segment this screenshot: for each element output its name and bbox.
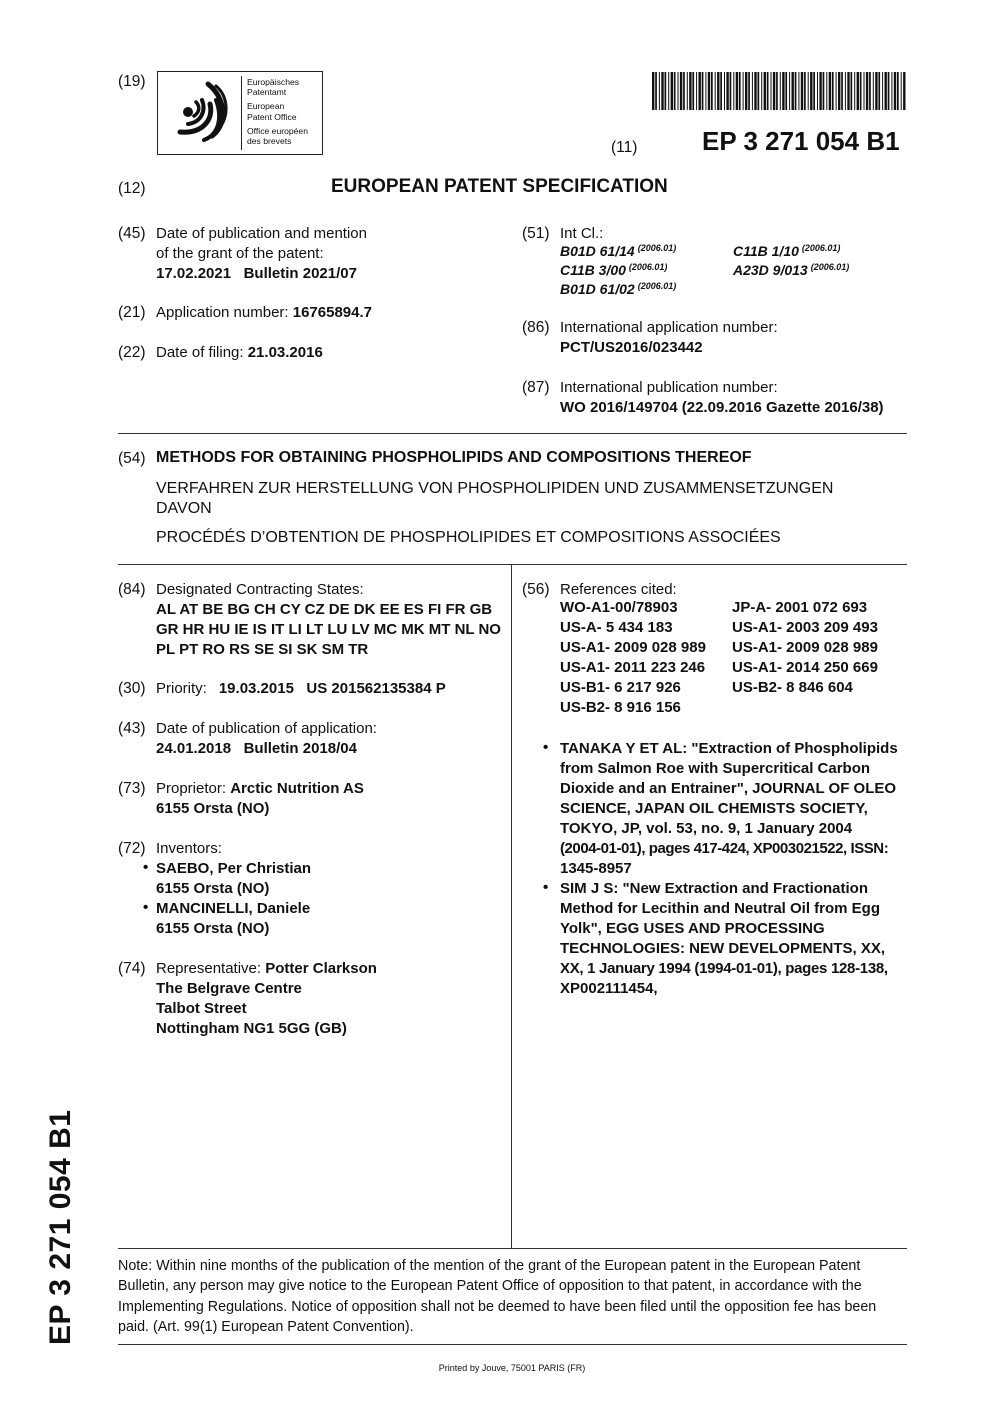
barcode-bar xyxy=(882,72,883,110)
opposition-note: Note: Within nine months of the publication of the mention of the grant of the European patent in the European Patent Bulletin, any person may give notice to the European Patent Office of opposition to that patent, in accordance with the Implementing Regulations. Notice of opposition shall not be deemed to have been filed until the opposition fee has been paid. (Art. 99(1) European Patent Convention). xyxy=(118,1258,877,1335)
barcode-bar xyxy=(798,72,799,110)
barcode-bar xyxy=(733,72,734,110)
int-cl-label: Int Cl.: xyxy=(560,225,604,242)
barcode-bar xyxy=(726,72,728,110)
references-label: References cited: xyxy=(560,581,677,598)
inid-22: (22) xyxy=(118,344,146,361)
barcode-bar xyxy=(903,72,905,110)
barcode-bar xyxy=(897,72,899,110)
bullet: • xyxy=(143,899,149,916)
barcode-bar xyxy=(857,72,859,110)
barcode-bar xyxy=(875,72,877,110)
barcode-bar xyxy=(810,72,812,110)
citation: US-B2- 8 846 604 xyxy=(732,679,853,696)
barcode-bar xyxy=(754,72,756,110)
barcode-bar xyxy=(854,72,855,110)
citation: US-B1- 6 217 926 xyxy=(560,679,681,696)
barcode-bar xyxy=(785,72,787,110)
barcode-bar xyxy=(720,72,722,110)
barcode-bar xyxy=(674,72,676,110)
barcode-bar xyxy=(702,72,704,110)
barcode-bar xyxy=(748,72,750,110)
inid-74: (74) xyxy=(118,960,146,977)
barcode xyxy=(652,72,907,110)
representative: Representative: Potter Clarkson The Belgrave Centre Talbot Street Nottingham NG1 5GG (GB) xyxy=(156,960,377,1037)
barcode-bar xyxy=(708,72,710,110)
inid-43: (43) xyxy=(118,720,146,737)
barcode-bar xyxy=(808,72,809,110)
barcode-bar xyxy=(829,72,831,110)
barcode-bar xyxy=(832,72,834,110)
divider xyxy=(118,1344,907,1345)
document-type: EUROPEAN PATENT SPECIFICATION xyxy=(331,176,668,197)
barcode-bar xyxy=(671,72,673,110)
barcode-bar xyxy=(743,72,744,110)
barcode-bar xyxy=(838,72,840,110)
barcode-bar xyxy=(813,72,815,110)
barcode-bar xyxy=(901,72,902,110)
application-number: Application number: 16765894.7 xyxy=(156,304,372,321)
inid-54: (54) xyxy=(118,450,146,467)
barcode-bar xyxy=(699,72,701,110)
citation: US-B2- 8 916 156 xyxy=(560,699,681,716)
inid-87: (87) xyxy=(522,379,550,396)
inid-21: (21) xyxy=(118,304,146,321)
grant-publication: Date of publication and mention of the grant of the patent: 17.02.2021 Bulletin 2021/07 xyxy=(156,225,367,282)
divider xyxy=(118,564,907,565)
barcode-bar xyxy=(715,72,716,110)
barcode-bar xyxy=(659,72,660,110)
barcode-bar xyxy=(683,72,685,110)
inid-84: (84) xyxy=(118,581,146,598)
barcode-bar xyxy=(801,72,803,110)
citation: US-A1- 2003 209 493 xyxy=(732,619,878,636)
barcode-bar xyxy=(823,72,825,110)
barcode-bar xyxy=(891,72,892,110)
divider xyxy=(118,433,907,434)
barcode-bar xyxy=(705,72,706,110)
bullet: • xyxy=(143,859,149,876)
intl-application-number: International application number: PCT/US2016/023442 xyxy=(560,319,778,356)
side-patent-number: EP 3 271 054 B1 xyxy=(44,1109,77,1345)
barcode-bar xyxy=(692,72,694,110)
bullet: • xyxy=(543,879,549,896)
barcode-bar xyxy=(717,72,719,110)
barcode-bar xyxy=(826,72,827,110)
citation: US-A1- 2009 028 989 xyxy=(560,639,706,656)
inid-72: (72) xyxy=(118,840,146,857)
inid-30: (30) xyxy=(118,680,146,697)
ipc-class: B01D 61/02 $^{(2006.01)}$ xyxy=(560,281,677,297)
barcode-bar xyxy=(745,72,747,110)
barcode-bar xyxy=(776,72,778,110)
barcode-bar xyxy=(866,72,868,110)
barcode-bar xyxy=(819,72,821,110)
designated-states: Designated Contracting States: AL AT BE BG CH CY CZ DE DK EE ES FI FR GB GR HR HU IE IS IT LI LT LU LV MC MK MT NL NO PL PT RO RS SE SI SK SM TR xyxy=(156,581,501,658)
inid-12: (12) xyxy=(118,180,146,197)
proprietor: Proprietor: Arctic Nutrition AS 6155 Orsta (NO) xyxy=(156,780,364,817)
inventor: SAEBO, Per Christian 6155 Orsta (NO) xyxy=(156,860,312,897)
epo-emblem-icon xyxy=(158,72,238,152)
barcode-bar xyxy=(782,72,784,110)
barcode-bar xyxy=(894,72,896,110)
ipc-class: C11B 3/00 $^{(2006.01)}$ xyxy=(560,262,668,278)
barcode-bar xyxy=(804,72,806,110)
barcode-bar xyxy=(860,72,862,110)
title-fr: PROCÉDÉS D’OBTENTION DE PHOSPHOLIPIDES ET COMPOSITIONS ASSOCIÉES xyxy=(156,529,781,546)
inid-11: (11) xyxy=(611,139,638,156)
logo-divider xyxy=(241,76,242,150)
citation: US-A1- 2014 250 669 xyxy=(732,659,878,676)
citation: US-A- 5 434 183 xyxy=(560,619,673,636)
npl-citation-tanaka: TANAKA Y ET AL: "Extraction of Phospholipids from Salmon Roe with Supercritical Carbon Dioxide and an Entrainer", JOURNAL OF OLEO SCIENCE, JAPAN OIL CHEMISTS SOCIETY, TOKYO, JP, vol. 53, no. 9, 1 January 2004 (2004-01-01), pages 417-424, XP003021522, ISSN: 1345-8957 xyxy=(560,740,898,877)
divider xyxy=(118,1248,907,1249)
barcode-bar xyxy=(655,72,657,110)
barcode-bar xyxy=(739,72,741,110)
office-name: Europäisches Patentamt European Patent Office Office européen des brevets xyxy=(247,77,308,147)
ipc-class: C11B 1/10 $^{(2006.01)}$ xyxy=(733,243,841,259)
patent-number: EP 3 271 054 B1 xyxy=(702,126,900,156)
barcode-bar xyxy=(764,72,766,110)
intl-publication-number: International publication number: WO 2016/149704 (22.09.2016 Gazette 2016/38) xyxy=(560,379,884,416)
inid-45: (45) xyxy=(118,225,146,242)
patent-citations xyxy=(560,599,878,719)
barcode-bar xyxy=(878,72,880,110)
barcode-bar xyxy=(773,72,775,110)
barcode-bar xyxy=(864,72,865,110)
barcode-bar xyxy=(847,72,849,110)
barcode-bar xyxy=(689,72,691,110)
barcode-bar xyxy=(869,72,871,110)
inid-56: (56) xyxy=(522,581,550,598)
ipc-class: A23D 9/013 $^{(2006.01)}$ xyxy=(733,262,850,278)
inid-51: (51) xyxy=(522,225,550,242)
epo-logo xyxy=(157,71,323,155)
inid-73: (73) xyxy=(118,780,146,797)
barcode-bar xyxy=(724,72,725,110)
barcode-bar xyxy=(836,72,837,110)
barcode-bar xyxy=(873,72,874,110)
barcode-bar xyxy=(752,72,753,110)
filing-date: Date of filing: 21.03.2016 xyxy=(156,344,323,361)
barcode-bar xyxy=(795,72,797,110)
barcode-bar xyxy=(680,72,682,110)
barcode-bar xyxy=(845,72,846,110)
barcode-bar xyxy=(665,72,667,110)
barcode-bar xyxy=(696,72,697,110)
citation: JP-A- 2001 072 693 xyxy=(732,599,868,616)
bullet: • xyxy=(543,739,549,756)
ipc-class: B01D 61/14 $^{(2006.01)}$ xyxy=(560,243,677,259)
barcode-bar xyxy=(730,72,732,110)
barcode-bar xyxy=(888,72,890,110)
citation: WO-A1-00/78903 xyxy=(560,599,678,616)
barcode-bar xyxy=(789,72,790,110)
inid-86: (86) xyxy=(522,319,550,336)
barcode-bar xyxy=(841,72,843,110)
barcode-bar xyxy=(652,72,654,110)
barcode-bar xyxy=(851,72,853,110)
printer-footer: Printed by Jouve, 75001 PARIS (FR) xyxy=(438,1363,586,1373)
npl-citation-sim: SIM J S: "New Extraction and Fractionation Method for Lecithin and Neutral Oil from Egg Yolk", EGG USES AND PROCESSING TECHNOLOGIES: NEW DEVELOPMENTS, XX, XX, 1 January 1994 (1994-01-01), pages 128-138, XP002111454, xyxy=(560,880,888,997)
barcode-bar xyxy=(817,72,818,110)
inventors-label: Inventors: xyxy=(156,840,222,857)
barcode-bar xyxy=(758,72,760,110)
barcode-bar xyxy=(767,72,769,110)
barcode-bar xyxy=(687,72,688,110)
title-de: VERFAHREN ZUR HERSTELLUNG VON PHOSPHOLIPIDEN UND ZUSAMMENSETZUNGEN DAVON xyxy=(156,480,834,517)
citation: US-A1- 2011 223 246 xyxy=(560,659,706,676)
citation xyxy=(732,699,878,719)
barcode-bar xyxy=(885,72,887,110)
barcode-bar xyxy=(792,72,794,110)
barcode-bar xyxy=(761,72,762,110)
column-divider xyxy=(511,564,512,1248)
barcode-bar xyxy=(736,72,738,110)
barcode-bar xyxy=(780,72,781,110)
application-publication: Date of publication of application: 24.01.2018 Bulletin 2018/04 xyxy=(156,720,377,757)
barcode-bar xyxy=(711,72,713,110)
barcode-bar xyxy=(668,72,669,110)
barcode-bar xyxy=(771,72,772,110)
barcode-bar xyxy=(678,72,679,110)
barcode-bar xyxy=(661,72,663,110)
inventor: MANCINELLI, Daniele 6155 Orsta (NO) xyxy=(156,900,311,937)
inid-19: (19) xyxy=(118,73,146,90)
citation: US-A1- 2009 028 989 xyxy=(732,639,878,656)
title-en: METHODS FOR OBTAINING PHOSPHOLIPIDS AND COMPOSITIONS THEREOF xyxy=(156,449,752,466)
priority: Priority: 19.03.2015 US 201562135384 P xyxy=(156,680,446,697)
